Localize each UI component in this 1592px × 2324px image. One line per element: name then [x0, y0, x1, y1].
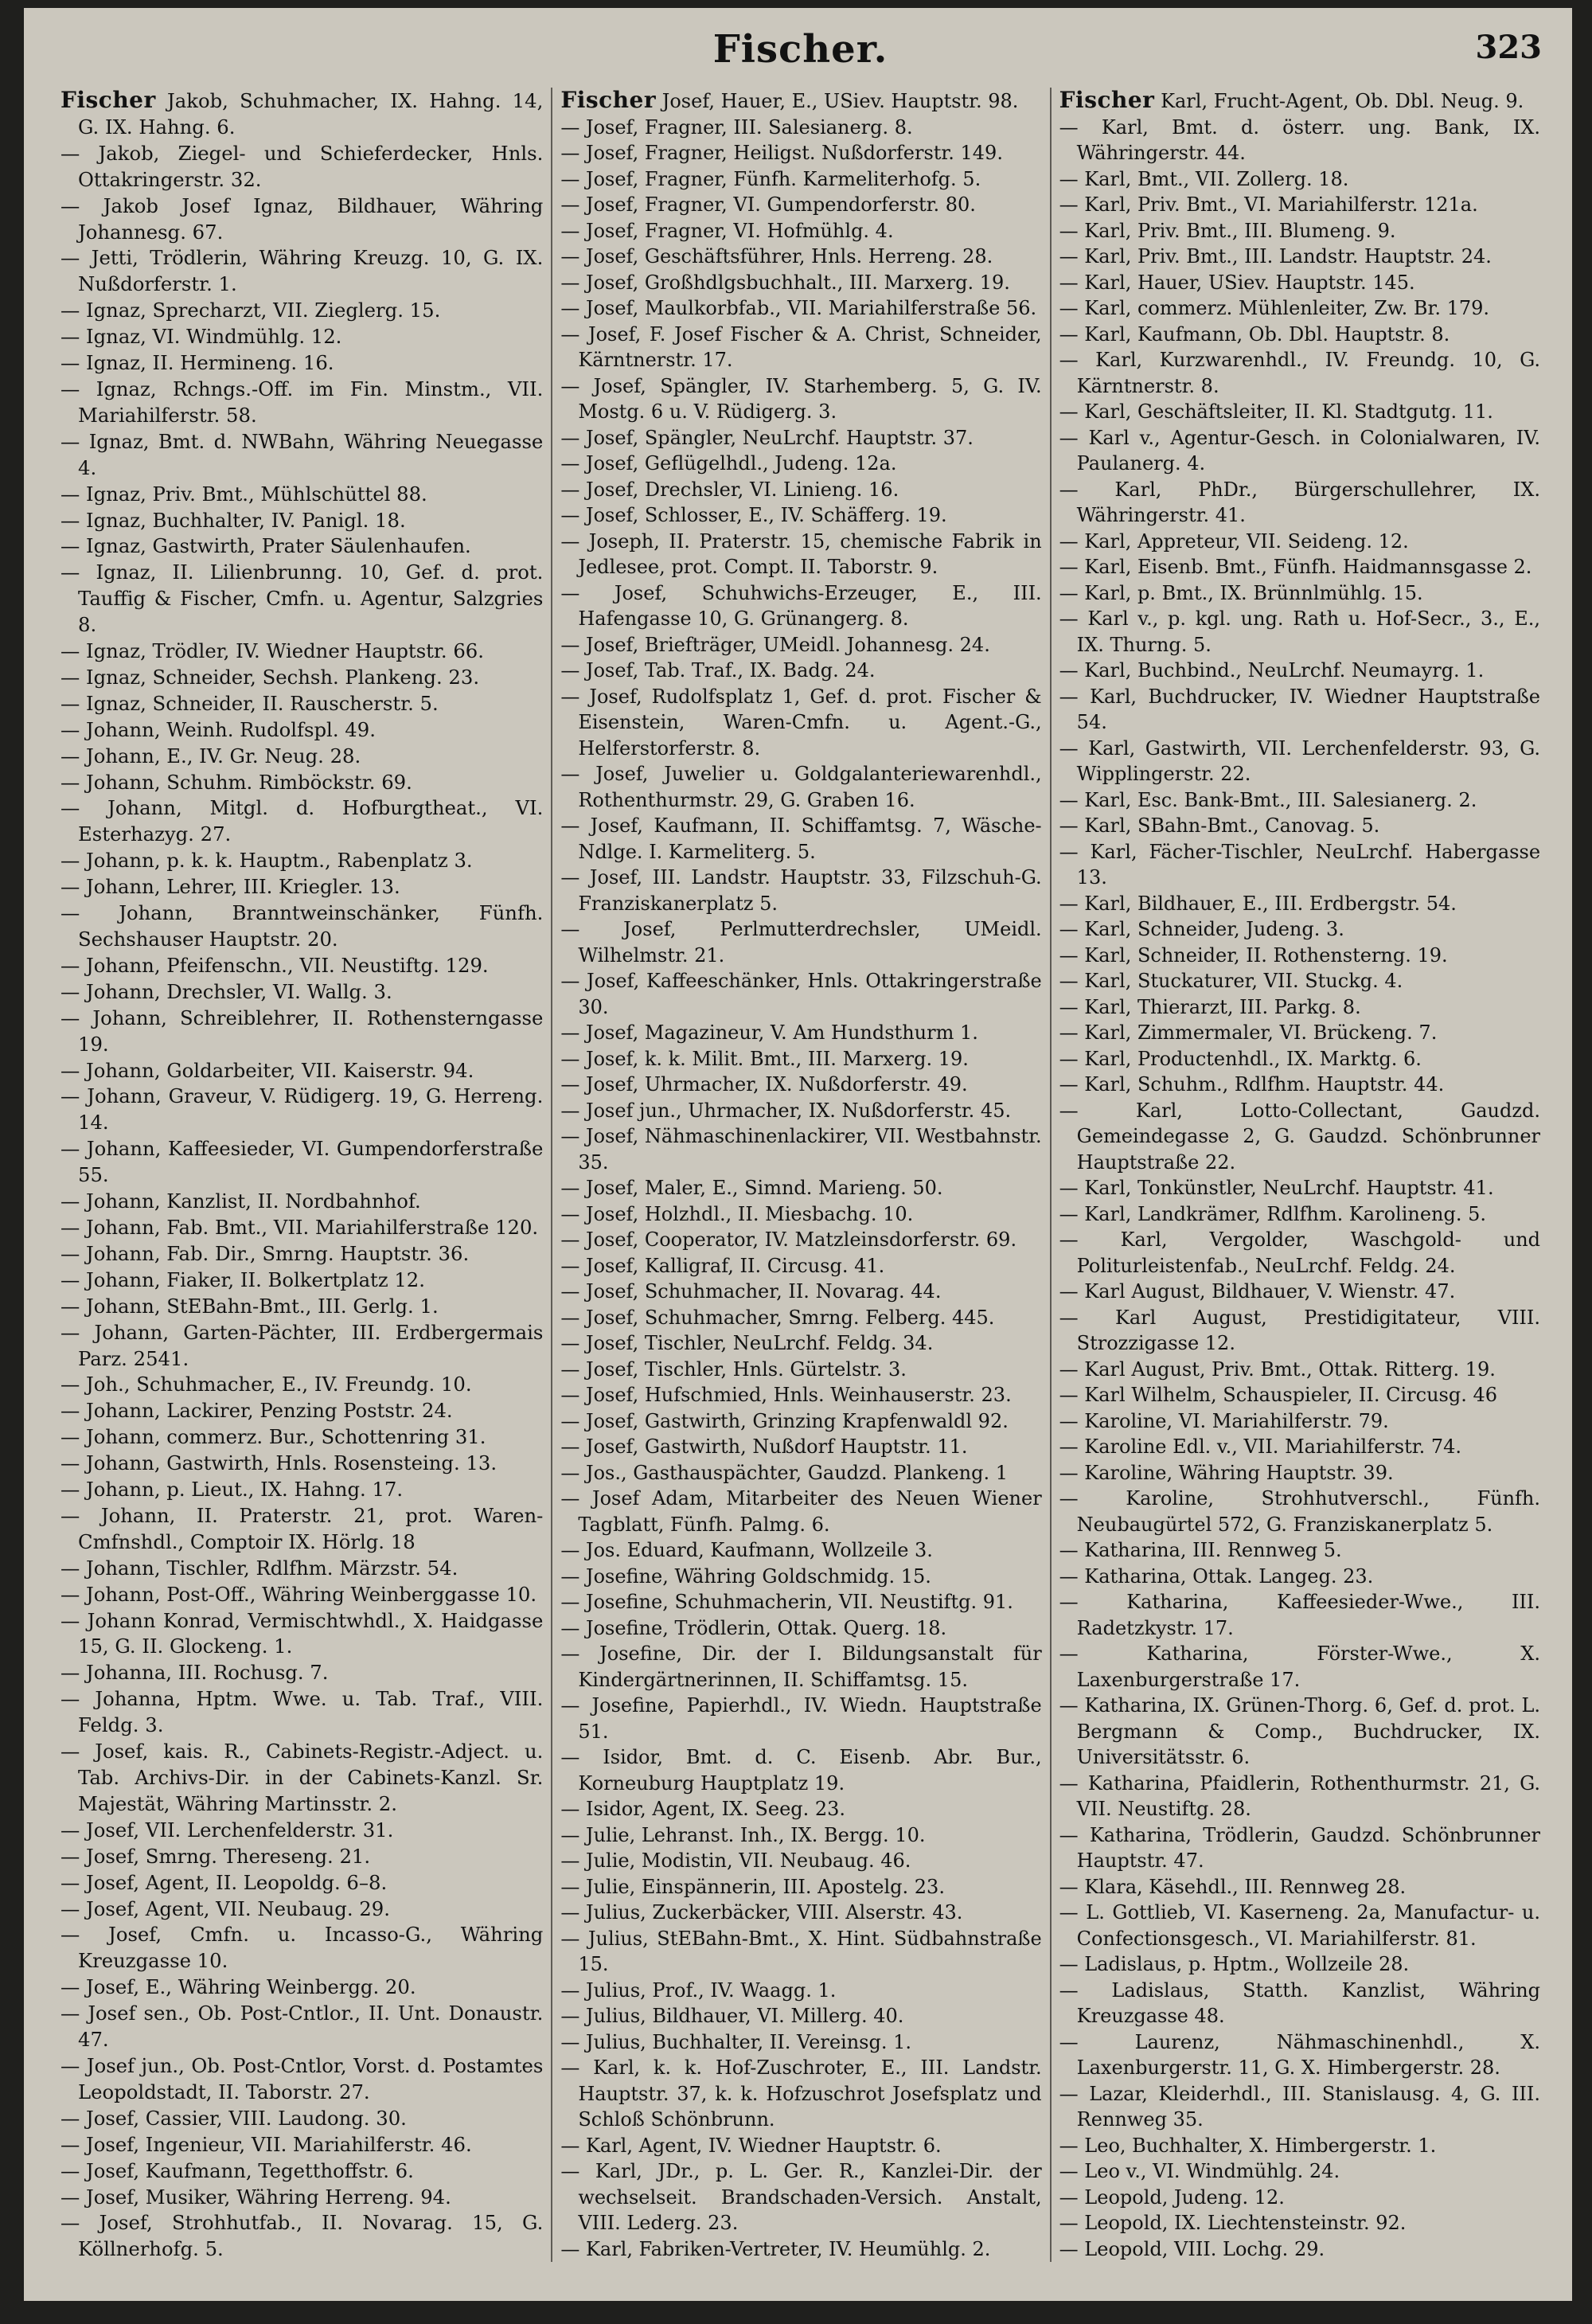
directory-entry: — Karl, Kurzwarenhdl., IV. Freundg. 10, G. Kärntnerstr. 8. [1059, 349, 1541, 397]
directory-entry: — Josef, Magazineur, V. Am Hundsthurm 1. [560, 1021, 978, 1044]
directory-entry: — Jetti, Trödlerin, Währing Kreuzg. 10, G. IX. Nußdorferstr. 1. [60, 246, 544, 296]
page-number: 323 [1475, 29, 1542, 66]
directory-entry: — Ladislaus, p. Hptm., Wollzeile 28. [1059, 1953, 1410, 1975]
directory-entry: — Josef, Briefträger, UMeidl. Johannesg. 24. [560, 633, 990, 656]
directory-entry: — Josefine, Währing Goldschmidg. 15. [560, 1564, 931, 1588]
directory-entry: — Karl, Esc. Bank-Bmt., III. Salesianerg. 2. [1059, 788, 1477, 811]
directory-entry: — Julie, Modistin, VII. Neubaug. 46. [560, 1849, 911, 1872]
directory-entry: — Ignaz, Buchhalter, IV. Panigl. 18. [60, 508, 406, 532]
directory-entry: — Josef, Fragner, Fünfh. Karmeliterhofg. 5. [560, 167, 981, 190]
directory-entry: — Josef, E., Währing Weinbergg. 20. [60, 1975, 416, 1999]
directory-entry: — Karoline, Währing Hauptstr. 39. [1059, 1461, 1394, 1484]
page-title: Fischer. [712, 27, 888, 72]
directory-entry: — Karl, Gastwirth, VII. Lerchenfelderstr. 93, G. Wipplingerstr. 22. [1059, 736, 1541, 785]
directory-entry: — Johann, StEBahn-Bmt., III. Gerlg. 1. [60, 1294, 439, 1318]
directory-entry: — Karl, Appreteur, VII. Seideng. 12. [1059, 529, 1409, 553]
directory-entry: — Josef, Kaufmann, Tegetthoffstr. 6. [60, 2158, 414, 2182]
directory-entry: — Johann, Branntweinschänker, Fünfh. Sechshauser Hauptstr. 20. [60, 901, 544, 951]
directory-entry: — Johanna, Hptm. Wwe. u. Tab. Traf., VIII. Feldg. 3. [60, 1687, 544, 1737]
directory-entry: — Julius, Prof., IV. Waagg. 1. [560, 1978, 837, 2002]
directory-entry: — Josef, Agent, VII. Neubaug. 29. [60, 1896, 390, 1920]
directory-entry: — Johann, Kaffeesieder, VI. Gumpendorferstraße 55. [60, 1137, 544, 1187]
directory-entry: — Johann, Schuhm. Rimböckstr. 69. [60, 770, 412, 794]
directory-entry: — Ignaz, Schneider, Sechsh. Plankeng. 23. [60, 665, 480, 689]
directory-entry: — Josef jun., Uhrmacher, IX. Nußdorferstr. 45. [560, 1099, 1012, 1122]
directory-entry: — Johann, Graveur, V. Rüdigerg. 19, G. Herreng. 14. [60, 1084, 544, 1135]
directory-entry: — Ignaz, II. Lilienbrunng. 10, Gef. d. prot. Tauffig & Fischer, Cmfn. u. Agentur, Salzgries 8. [60, 560, 544, 637]
directory-entry: — Johann, Kanzlist, II. Nordbahnhof. [60, 1189, 421, 1213]
directory-entry: — Ignaz, II. Hermineng. 16. [60, 351, 334, 375]
directory-entry: — Katharina, Ottak. Langeg. 23. [1059, 1564, 1374, 1588]
directory-entry: — Josef, Perlmutterdrechsler, UMeidl. Wilhelmstr. 21. [560, 918, 1042, 967]
directory-page [24, 8, 1572, 2301]
directory-entry: — Karl, Agent, IV. Wiedner Hauptstr. 6. [560, 2134, 942, 2157]
directory-entry: — Johann, Post-Off., Währing Weinberggasse 10. [60, 1582, 537, 1606]
directory-entry: — Josef, Drechsler, VI. Linieng. 16. [560, 478, 899, 501]
directory-entry: — Karl, Fabriken-Vertreter, IV. Heumühlg. 2. [560, 2237, 991, 2260]
directory-entry: — Julius, StEBahn-Bmt., X. Hint. Südbahnstraße 15. [560, 1927, 1042, 1975]
directory-entry: — Ignaz, Gastwirth, Prater Säulenhaufen. [60, 534, 471, 558]
directory-entry: — Leopold, VIII. Lochg. 29. [1059, 2237, 1325, 2260]
column-right [1050, 88, 1548, 2262]
directory-entry: — Johann, Goldarbeiter, VII. Kaiserstr. 94. [60, 1058, 474, 1082]
directory-entry: — Johann, E., IV. Gr. Neug. 28. [60, 744, 361, 768]
directory-entry: — Josef, Nähmaschinenlackirer, VII. Westbahnstr. 35. [560, 1125, 1042, 1174]
directory-entry: — Johann, Weinh. Rudolfspl. 49. [60, 717, 376, 741]
directory-entry: — Johann, Mitgl. d. Hofburgtheat., VI. Esterhazyg. 27. [60, 796, 544, 846]
directory-entry: — Josef, Tischler, NeuLrchf. Feldg. 34. [560, 1332, 934, 1354]
directory-entry: — Julie, Lehranst. Inh., IX. Bergg. 10. [560, 1823, 926, 1846]
directory-entry: — Leopold, IX. Liechtensteinstr. 92. [1059, 2212, 1407, 2234]
directory-entry: — Johann, II. Praterstr. 21, prot. Waren-Cmfnshdl., Comptoir IX. Hörlg. 18 [60, 1503, 544, 1553]
directory-entry: — Josefine, Papierhdl., IV. Wiedn. Hauptstraße 51. [560, 1694, 1042, 1743]
directory-entry: — Josef, Kaffeeschänker, Hnls. Ottakringerstraße 30. [560, 970, 1042, 1018]
directory-entry: — Karl, Schuhm., Rdlfhm. Hauptstr. 44. [1059, 1073, 1445, 1096]
directory-entry: — Karl, Buchdrucker, IV. Wiedner Hauptstraße 54. [1059, 685, 1541, 733]
directory-entry: — Josef, Geschäftsführer, Hnls. Herreng. 28. [560, 245, 993, 268]
directory-entry: — Karl, Lotto-Collectant, Gaudzd. Gemeindegasse 2, G. Gaudzd. Schönbrunner Hauptstraße 22. [1059, 1099, 1541, 1174]
directory-entry: — Ladislaus, Statth. Kanzlist, Währing Kreuzgasse 48. [1059, 1978, 1541, 2027]
directory-entry: — Josef, Strohhutfab., II. Novarag. 15, G. Köllnerhofg. 5. [60, 2211, 544, 2261]
directory-entry: — Karl, k. k. Hof-Zuschroter, E., III. Landstr. Hauptstr. 37, k. k. Hofzuschrot Josefsplatz und Schloß Schönbrunn. [560, 2056, 1042, 2131]
directory-entry: — Katharina, IX. Grünen-Thorg. 6, Gef. d. prot. L. Bergmann & Comp., Buchdrucker, IX. Universitätsstr. 6. [1059, 1694, 1541, 1768]
directory-entry: — Johann, Schreiblehrer, II. Rothensterngasse 19. [60, 1006, 544, 1056]
directory-entry: — Johann, Garten-Pächter, III. Erdbergermais Parz. 2541. [60, 1320, 544, 1370]
directory-entry: — Karl, Priv. Bmt., III. Landstr. Hauptstr. 24. [1059, 245, 1492, 268]
directory-entry: — Josef, Tab. Traf., IX. Badg. 24. [560, 659, 876, 682]
directory-entry: — Isidor, Bmt. d. C. Eisenb. Abr. Bur., Korneuburg Hauptplatz 19. [560, 1746, 1042, 1795]
directory-entry: — Josef, Holzhdl., II. Miesbachg. 10. [560, 1202, 914, 1225]
directory-entry: — Karl, SBahn-Bmt., Canovag. 5. [1059, 814, 1380, 837]
directory-entry: — Josef, Musiker, Währing Herreng. 94. [60, 2185, 451, 2209]
directory-entry: — Karl, Thierarzt, III. Parkg. 8. [1059, 995, 1361, 1018]
directory-entry: — Johann, commerz. Bur., Schottenring 31. [60, 1425, 486, 1449]
directory-entry: — Josef Adam, Mitarbeiter des Neuen Wiener Tagblatt, Fünfh. Palmg. 6. [560, 1487, 1042, 1536]
directory-entry: — Ignaz, Priv. Bmt., Mühlschüttel 88. [60, 482, 427, 506]
directory-entry: — Karl, Eisenb. Bmt., Fünfh. Haidmannsgasse 2. [1059, 556, 1532, 578]
directory-entry: — Lazar, Kleiderhdl., III. Stanislausg. 4, G. III. Rennweg 35. [1059, 2082, 1541, 2131]
directory-entry: — Karl, Schneider, Judeng. 3. [1059, 918, 1344, 940]
directory-entry: — L. Gottlieb, VI. Kaserneng. 2a, Manufactur- u. Confectionsgesch., VI. Mariahilferstr. 81. [1059, 1901, 1541, 1950]
page-header [53, 22, 1548, 88]
directory-entry: — Johann, p. Lieut., IX. Hahng. 17. [60, 1478, 404, 1502]
entry-lead-name: Fischer [1059, 87, 1155, 113]
directory-entry: — Karoline Edl. v., VII. Mariahilferstr. 74. [1059, 1435, 1461, 1458]
directory-entry: — Josef, Tischler, Hnls. Gürtelstr. 3. [560, 1357, 907, 1381]
directory-entry: — Karl v., p. kgl. ung. Rath u. Hof-Secr., 3., E., IX. Thurng. 5. [1059, 607, 1541, 656]
directory-entry: — Ignaz, Trödler, IV. Wiedner Hauptstr. 66. [60, 639, 484, 663]
directory-entry: — Josef jun., Ob. Post-Cntlor, Vorst. d. Postamtes Leopoldstadt, II. Taborstr. 27. [60, 2053, 544, 2103]
directory-entry: — Karl, Geschäftsleiter, II. Kl. Stadtgutg. 11. [1059, 400, 1493, 423]
directory-entry: — Josef, Rudolfsplatz 1, Gef. d. prot. Fischer & Eisenstein, Waren-Cmfn. u. Agent.-G., Helferstorferstr. 8. [560, 685, 1042, 760]
directory-entry: — Josef, Gastwirth, Grinzing Krapfenwaldl 92. [560, 1409, 1009, 1432]
directory-entry: — Karl, Vergolder, Waschgold- und Politurleistenfab., NeuLrchf. Feldg. 24. [1059, 1228, 1541, 1277]
directory-entry: — Julius, Bildhauer, VI. Millerg. 40. [560, 2005, 904, 2027]
directory-entry: — Karl August, Bildhauer, V. Wienstr. 47. [1059, 1280, 1456, 1303]
directory-entry: — Josef, Agent, II. Leopoldg. 6–8. [60, 1870, 388, 1894]
directory-entry: — Josef sen., Ob. Post-Cntlor., II. Unt. Donaustr. 47. [60, 2002, 544, 2052]
directory-entry: — Josef, Schuhwichs-Erzeuger, E., III. Hafengasse 10, G. Grünangerg. 8. [560, 581, 1042, 630]
directory-entry: — Josef, Juwelier u. Goldgalanteriewarenhdl., Rothenthurmstr. 29, G. Graben 16. [560, 763, 1042, 811]
directory-entry: — Johann, Drechsler, VI. Wallg. 3. [60, 979, 392, 1003]
directory-entry: — Johann, Lackirer, Penzing Poststr. 24. [60, 1399, 453, 1423]
entry-lead-name: Fischer [60, 87, 156, 113]
directory-entry: — Karl, JDr., p. L. Ger. R., Kanzlei-Dir. der wechselseit. Brandschaden-Versich. Anstalt, VIII. Lederg. 23. [560, 2160, 1042, 2234]
directory-entry: — Joseph, II. Praterstr. 15, chemische Fabrik in Jedlesee, prot. Compt. II. Taborstr. 9. [560, 529, 1042, 578]
directory-entry: — Johann, Gastwirth, Hnls. Rosensteing. 13. [60, 1451, 498, 1475]
directory-entry: — Katharina, Kaffeesieder-Wwe., III. Radetzkystr. 17. [1059, 1591, 1541, 1639]
directory-entry: Fischer Jakob, Schuhmacher, IX. Hahng. 14, G. IX. Hahng. 6. [60, 87, 544, 139]
directory-entry: — Josef, Fragner, VI. Hofmühlg. 4. [560, 219, 894, 242]
directory-entry: — Katharina, Pfaidlerin, Rothenthurmstr. 21, G. VII. Neustiftg. 28. [1059, 1771, 1541, 1820]
directory-entry: — Karl, Schneider, II. Rothensterng. 19. [1059, 943, 1448, 967]
directory-entry: — Katharina, Förster-Wwe., X. Laxenburgerstraße 17. [1059, 1642, 1541, 1691]
directory-entry: — Karl, Bildhauer, E., III. Erdbergstr. 54. [1059, 892, 1457, 915]
directory-entry: — Josef, F. Josef Fischer & A. Christ, Schneider, Kärntnerstr. 17. [560, 322, 1042, 371]
directory-entry: — Johann, Fiaker, II. Bolkertplatz 12. [60, 1267, 425, 1291]
column-middle [551, 88, 1049, 2262]
directory-entry: — Josef, Fragner, III. Salesianerg. 8. [560, 115, 913, 139]
directory-entry: — Karl, p. Bmt., IX. Brünnlmühlg. 15. [1059, 581, 1423, 604]
directory-entry: — Johann Konrad, Vermischtwhdl., X. Haidgasse 15, G. II. Glockeng. 1. [60, 1608, 544, 1658]
directory-entry: — Karoline, Strohhutverschl., Fünfh. Neubaugürtel 572, G. Franziskanerplatz 5. [1059, 1487, 1541, 1536]
directory-entry: — Julius, Buchhalter, II. Vereinsg. 1. [560, 2030, 911, 2053]
directory-entry: — Josef, Cmfn. u. Incasso-G., Währing Kreuzgasse 10. [60, 1923, 544, 1973]
directory-entry: — Karl, Bmt. d. österr. ung. Bank, IX. Währingerstr. 44. [1059, 115, 1541, 164]
directory-entry: — Karl, Productenhdl., IX. Marktg. 6. [1059, 1047, 1422, 1070]
directory-entry: — Johann, p. k. k. Hauptm., Rabenplatz 3. [60, 849, 473, 873]
directory-entry: — Julius, Zuckerbäcker, VIII. Alserstr. 43. [560, 1901, 963, 1924]
directory-entry: — Johann, Pfeifenschn., VII. Neustiftg. 129. [60, 953, 489, 977]
directory-entry: — Leo, Buchhalter, X. Himbergerstr. 1. [1059, 2134, 1437, 2157]
directory-entry: — Josef, Smrng. Thereseng. 21. [60, 1844, 371, 1868]
directory-entry: — Josefine, Schuhmacherin, VII. Neustiftg. 91. [560, 1591, 1013, 1613]
directory-columns [53, 88, 1548, 2263]
directory-entry: — Karl, Tonkünstler, NeuLrchf. Hauptstr. 41. [1059, 1177, 1494, 1199]
directory-entry: — Karl, Fächer-Tischler, NeuLrchf. Habergasse 13. [1059, 840, 1541, 889]
directory-entry: — Karl August, Prestidigitateur, VIII. Strozzigasse 12. [1059, 1306, 1541, 1354]
directory-entry: — Josef, kais. R., Cabinets-Registr.-Adject. u. Tab. Archivs-Dir. in der Cabinets-Kanzl. Sr. Majestät, Währing Martinsstr. 2. [60, 1740, 544, 1815]
directory-entry: — Johann, Lehrer, III. Kriegler. 13. [60, 875, 400, 899]
directory-entry: — Josef, Cassier, VIII. Laudong. 30. [60, 2106, 407, 2130]
directory-entry: — Karl, Landkrämer, Rdlfhm. Karolineng. 5. [1059, 1202, 1487, 1225]
directory-entry: — Johann, Fab. Dir., Smrng. Hauptstr. 36. [60, 1241, 470, 1265]
directory-entry: — Jakob Josef Ignaz, Bildhauer, Währing Johannesg. 67. [60, 193, 544, 244]
directory-entry: — Josef, Großhdlgsbuchhalt., III. Marxerg. 19. [560, 271, 1010, 294]
directory-entry: — Karl, Zimmermaler, VI. Brückeng. 7. [1059, 1021, 1438, 1044]
directory-entry: — Josef, Spängler, IV. Starhemberg. 5, G. IV. Mostg. 6 u. V. Rüdigerg. 3. [560, 374, 1042, 423]
directory-entry: — Ignaz, Rchngs.-Off. im Fin. Minstm., VII. Mariahilferstr. 58. [60, 377, 544, 427]
directory-entry: — Josef, VII. Lerchenfelderstr. 31. [60, 1818, 394, 1842]
directory-entry: — Jos. Eduard, Kaufmann, Wollzeile 3. [560, 1539, 933, 1561]
directory-entry: — Josef, Schuhmacher, II. Novarag. 44. [560, 1280, 942, 1303]
directory-entry: — Josefine, Dir. der I. Bildungsanstalt für Kindergärtnerinnen, II. Schiffamtsg. 15. [560, 1642, 1042, 1691]
directory-entry: — Josef, Cooperator, IV. Matzleinsdorferstr. 69. [560, 1228, 1017, 1251]
directory-entry: — Ignaz, Bmt. d. NWBahn, Währing Neuegasse 4. [60, 429, 544, 479]
directory-entry: — Josefine, Trödlerin, Ottak. Querg. 18. [560, 1616, 947, 1639]
column-left [53, 88, 551, 2263]
directory-entry: — Josef, Gastwirth, Nußdorf Hauptstr. 11. [560, 1435, 968, 1458]
directory-entry: — Karoline, VI. Mariahilferstr. 79. [1059, 1409, 1389, 1432]
directory-entry: — Josef, Uhrmacher, IX. Nußdorferstr. 49. [560, 1073, 968, 1096]
directory-entry: — Karl, Bmt., VII. Zollerg. 18. [1059, 167, 1349, 190]
directory-entry: — Karl Wilhelm, Schauspieler, II. Circusg. 46 [1059, 1384, 1498, 1406]
directory-entry: — Josef, Fragner, Heiligst. Nußdorferstr. 149. [560, 142, 1003, 164]
directory-entry: — Josef, Schuhmacher, Smrng. Felberg. 445. [560, 1306, 995, 1329]
directory-entry: — Klara, Käsehdl., III. Rennweg 28. [1059, 1875, 1407, 1898]
directory-entry: — Karl v., Agentur-Gesch. in Colonialwaren, IV. Paulanerg. 4. [1059, 426, 1541, 475]
directory-entry: — Karl, PhDr., Bürgerschullehrer, IX. Währingerstr. 41. [1059, 478, 1541, 526]
directory-entry: — Josef, Schlosser, E., IV. Schäfferg. 19. [560, 504, 947, 526]
directory-entry: — Josef, Spängler, NeuLrchf. Hauptstr. 37. [560, 426, 974, 449]
directory-entry: — Josef, Maulkorbfab., VII. Mariahilferstraße 56. [560, 297, 1037, 319]
directory-entry: — Ignaz, Schneider, II. Rauscherstr. 5. [60, 691, 439, 715]
directory-entry: — Laurenz, Nähmaschinenhdl., X. Laxenburgerstr. 11, G. X. Himbergerstr. 28. [1059, 2030, 1541, 2079]
directory-entry: — Leopold, Judeng. 12. [1059, 2185, 1285, 2209]
directory-entry: — Katharina, Trödlerin, Gaudzd. Schönbrunner Hauptstr. 47. [1059, 1823, 1541, 1872]
directory-entry: — Johann, Tischler, Rdlfhm. Märzstr. 54. [60, 1556, 458, 1580]
directory-entry: — Josef, Fragner, VI. Gumpendorferstr. 80. [560, 193, 976, 216]
directory-entry: — Jos., Gasthauspächter, Gaudzd. Plankeng. 1 [560, 1461, 1008, 1484]
directory-entry: — Karl, Priv. Bmt., VI. Mariahilferstr. 121a. [1059, 193, 1478, 216]
directory-entry: — Karl, Buchbind., NeuLrchf. Neumayrg. 1. [1059, 659, 1485, 682]
directory-entry: — Josef, Maler, E., Simnd. Marieng. 50. [560, 1177, 943, 1199]
directory-entry: — Karl August, Priv. Bmt., Ottak. Ritterg. 19. [1059, 1357, 1496, 1381]
directory-entry: — Josef, Geflügelhdl., Judeng. 12a. [560, 452, 897, 475]
directory-entry: — Johann, Fab. Bmt., VII. Mariahilferstraße 120. [60, 1215, 539, 1239]
directory-entry: — Karl, Priv. Bmt., III. Blumeng. 9. [1059, 219, 1396, 242]
directory-entry: — Josef, Hufschmied, Hnls. Weinhauserstr. 23. [560, 1384, 1012, 1406]
directory-entry: Fischer Josef, Hauer, E., USiev. Hauptstr. 98. [560, 87, 1019, 113]
directory-entry: — Julie, Einspännerin, III. Apostelg. 23. [560, 1875, 945, 1898]
directory-entry: — Karl, Kaufmann, Ob. Dbl. Hauptstr. 8. [1059, 322, 1450, 346]
directory-entry: — Jakob, Ziegel- und Schieferdecker, Hnls. Ottakringerstr. 32. [60, 141, 544, 191]
directory-entry: — Josef, k. k. Milit. Bmt., III. Marxerg. 19. [560, 1047, 969, 1070]
directory-entry: — Johanna, III. Rochusg. 7. [60, 1661, 329, 1685]
directory-entry: Fischer Karl, Frucht-Agent, Ob. Dbl. Neug. 9. [1059, 87, 1524, 113]
directory-entry: — Josef, III. Landstr. Hauptstr. 33, Filzschuh-G. Franziskanerplatz 5. [560, 866, 1042, 915]
directory-entry: — Karl, commerz. Mühlenleiter, Zw. Br. 179. [1059, 297, 1490, 319]
directory-entry: — Leo v., VI. Windmühlg. 24. [1059, 2160, 1340, 2182]
directory-entry: — Katharina, III. Rennweg 5. [1059, 1539, 1342, 1561]
directory-entry: — Karl, Stuckaturer, VII. Stuckg. 4. [1059, 970, 1403, 992]
entry-lead-name: Fischer [560, 87, 657, 113]
directory-entry: — Ignaz, VI. Windmühlg. 12. [60, 325, 342, 349]
directory-entry: — Josef, Ingenieur, VII. Mariahilferstr. 46. [60, 2132, 472, 2156]
directory-entry: — Joh., Schuhmacher, E., IV. Freundg. 10. [60, 1373, 472, 1396]
directory-entry: — Ignaz, Sprecharzt, VII. Zieglerg. 15. [60, 299, 441, 322]
directory-entry: — Josef, Kaufmann, II. Schiffamtsg. 7, Wäsche-Ndlge. I. Karmeliterg. 5. [560, 814, 1042, 863]
directory-entry: — Karl, Hauer, USiev. Hauptstr. 145. [1059, 271, 1415, 294]
directory-entry: — Isidor, Agent, IX. Seeg. 23. [560, 1798, 846, 1820]
directory-entry: — Josef, Kalligraf, II. Circusg. 41. [560, 1254, 885, 1277]
